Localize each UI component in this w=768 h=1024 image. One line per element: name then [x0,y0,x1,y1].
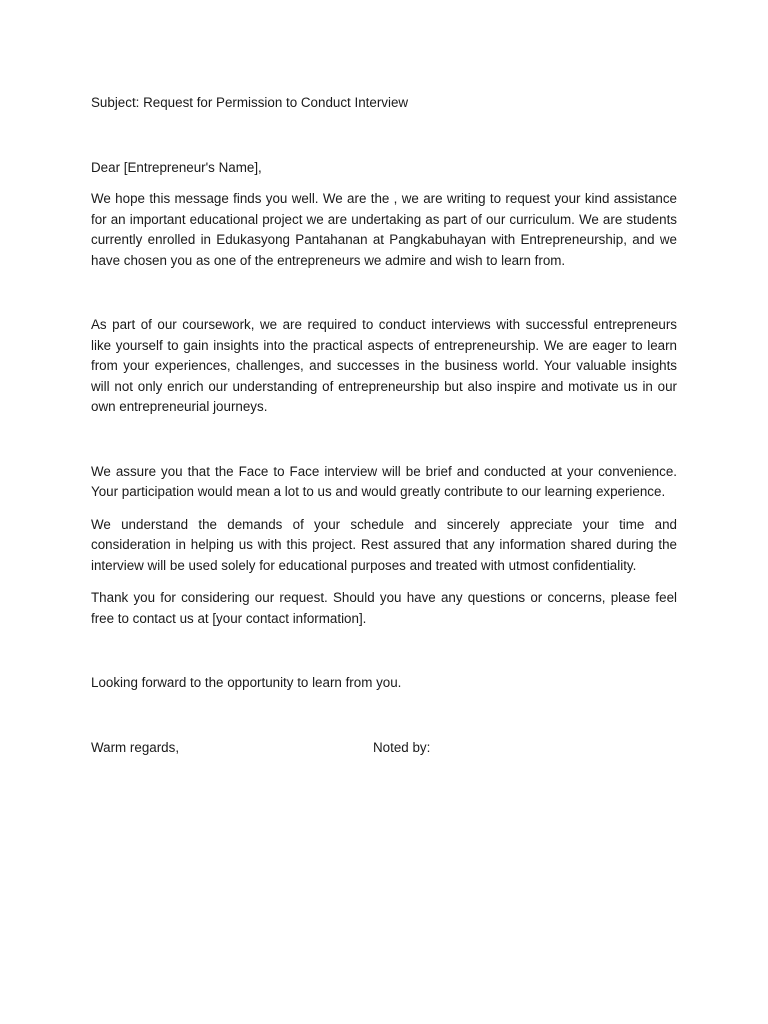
signoff-warm-regards: Warm regards, [91,739,180,755]
letter-body [91,93,677,759]
paragraph-assurance: We assure you that the Face to Face interview will be brief and conducted at your convenience. Your participation would mean a lot to us and would greatly contribute to our learning experience. [91,463,677,499]
letter-salutation: Dear [Entrepreneur's Name], [91,159,262,175]
signoff-row [91,738,677,759]
paragraph-coursework: As part of our coursework, we are required to conduct interviews with successful entrepreneurs like yourself to gain insights into the practical aspects of entrepreneurship. We are eager to learn from your experiences, challenges, and successes in the business world. Your valuable insights will not only enrich our understanding of entrepreneurship but also inspire and motivate us in our own entrepreneurial journeys. [91,317,677,414]
signoff-noted-by: Noted by: [373,739,431,755]
letter-closing-line: Looking forward to the opportunity to learn from you. [91,675,402,690]
letter-subject: Subject: Request for Permission to Conduct Interview [91,95,409,110]
paragraph-schedule: We understand the demands of your schedule and sincerely appreciate your time and consideration in helping us with this project. Rest assured that any information shared during the interview will be used solely for educational purposes and treated with utmost confidentiality. [91,516,677,573]
paragraph-thanks: Thank you for considering our request. Should you have any questions or concerns, please feel free to contact us at [your contact information]. [91,590,677,626]
paragraph-introduction: We hope this message finds you well. We are the , we are writing to request your kind assistance for an important educational project we are undertaking as part of our curriculum. We are students currently enrolled in Edukasyong Pantahanan at Pangkabuhayan with Entrepreneurship, and we have chosen you as one of the entrepreneurs we admire and wish to learn from. [91,191,677,268]
